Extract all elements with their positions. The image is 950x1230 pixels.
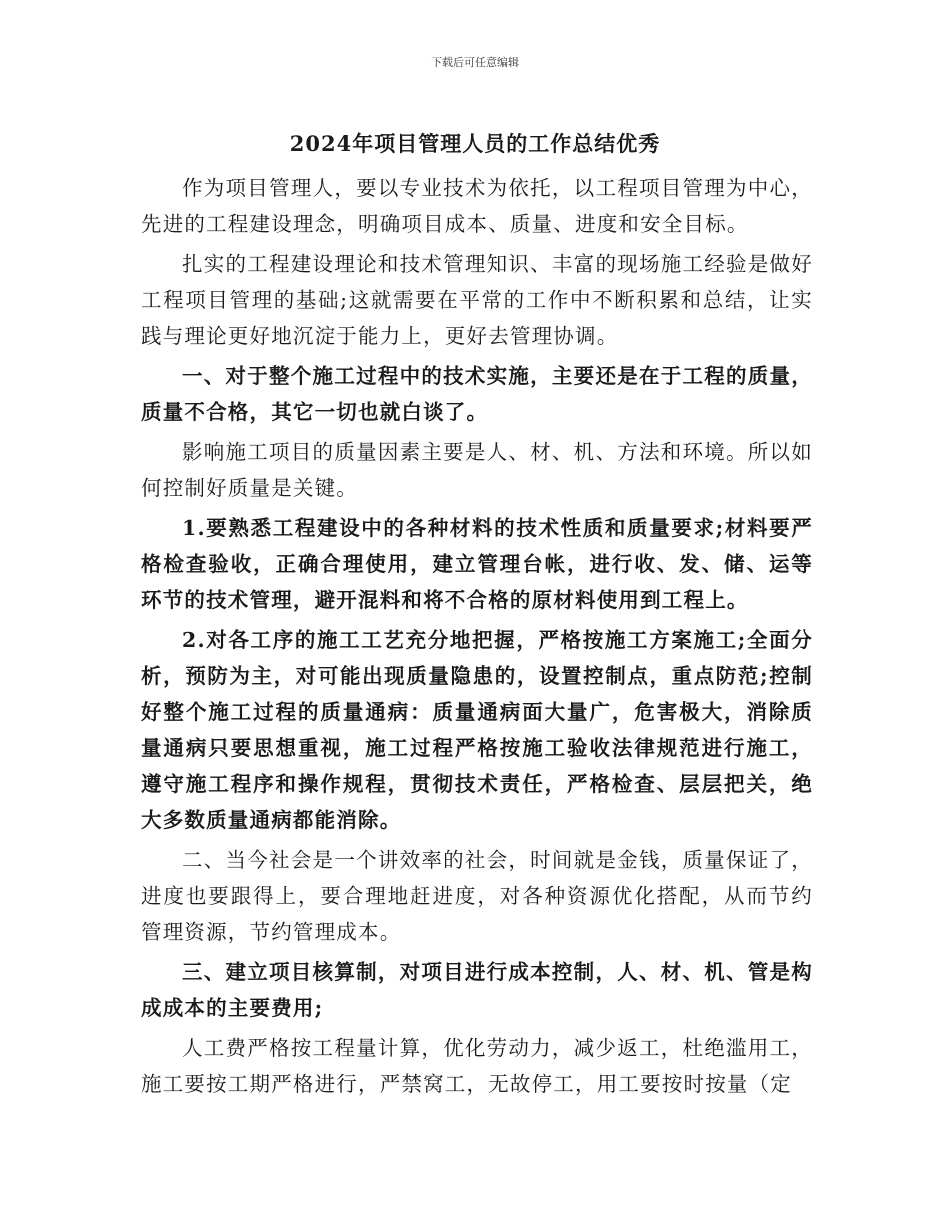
paragraph-1: 作为项目管理人，要以专业技术为依托，以工程项目管理为中心，先进的工程建设理念，明确项目成本、质量、进度和安全目标。 — [141, 176, 813, 236]
section-heading-3: 三、建立项目核算制，对项目进行成本控制，人、材、机、管是构成成本的主要费用; — [141, 960, 813, 1020]
paragraph-3: 影响施工项目的质量因素主要是人、材、机、方法和环境。所以如何控制好质量是关键。 — [141, 440, 813, 500]
section-heading-1: 一、对于整个施工过程中的技术实施，主要还是在于工程的质量，质量不合格，其它一切也就白谈了。 — [141, 364, 813, 424]
list-item-2: 2.对各工序的施工工艺充分地把握，严格按施工方案施工;全面分析，预防为主，对可能出现质量隐患的，设置控制点，重点防范;控制好整个施工过程的质量通病：质量通病面大量广，危害极大，消除质量通病只要思想重视，施工过程严格按施工验收法律规范进行施工，遵守施工程序和操作规程，贯彻技术责任，严格检查、层层把关，绝大多数质量通病都能消除。 — [141, 628, 813, 832]
list-item-1: 1.要熟悉工程建设中的各种材料的技术性质和质量要求;材料要严格检查验收，正确合理使用，建立管理台帐，进行收、发、储、运等环节的技术管理，避开混料和将不合格的原材料使用到工程上。 — [141, 516, 813, 612]
section-paragraph-2: 二、当今社会是一个讲效率的社会，时间就是金钱，质量保证了，进度也要跟得上，要合理地赶进度，对各种资源优化搭配，从而节约管理资源，节约管理成本。 — [141, 848, 813, 944]
paragraph-2: 扎实的工程建设理论和技术管理知识、丰富的现场施工经验是做好工程项目管理的基础;这就需要在平常的工作中不断积累和总结，让实践与理论更好地沉淀于能力上，更好去管理协调。 — [141, 252, 813, 348]
document-title: 2024年项目管理人员的工作总结优秀 — [289, 131, 661, 156]
page-header-note: 下载后可任意编辑 — [431, 56, 519, 69]
paragraph-4: 人工费严格按工程量计算，优化劳动力，减少返工，杜绝滥用工，施工要按工期严格进行，严禁窝工，无故停工，用工要按时按量（定 — [141, 1036, 813, 1096]
document-body — [141, 170, 813, 1106]
